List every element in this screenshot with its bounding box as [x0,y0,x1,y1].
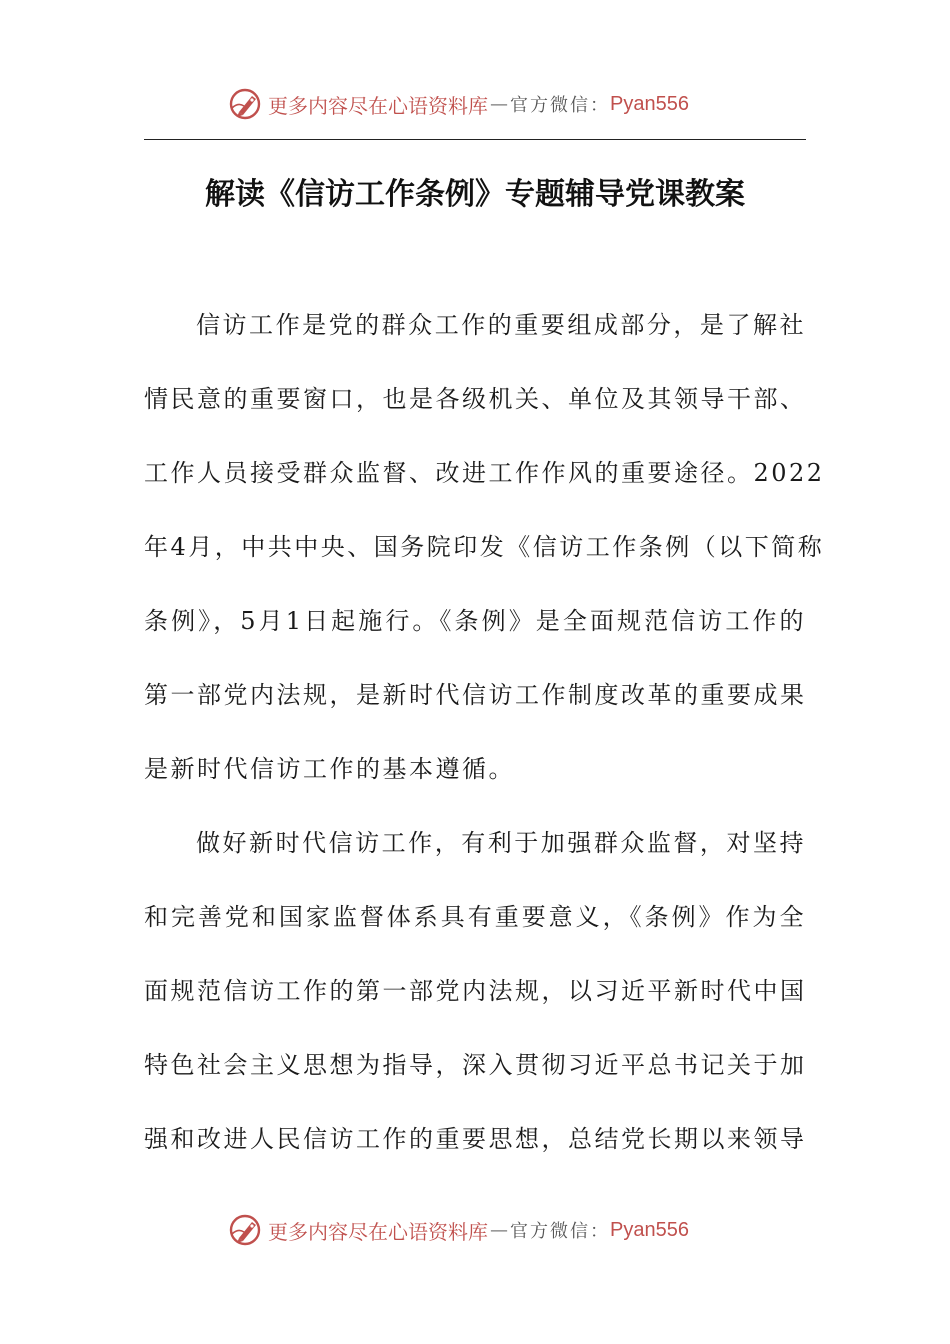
paragraph-line: 是新时代信访工作的基本遵循。 [144,755,515,783]
document-title: 解读《信访工作条例》专题辅导党课教案 [205,177,745,212]
paragraph-line: 条例》，5月1日起施行。《条例》是全面规范信访工作的 [144,607,806,635]
paragraph-line: 特色社会主义思想为指导，深入贯彻习近平总书记关于加 [144,1051,807,1079]
header-divider [144,139,806,140]
banner-wechat-id: Pyan556 [610,1218,689,1241]
banner-wechat-id: Pyan556 [610,92,689,115]
banner-promo-text: 更多内容尽在心语资料库 [268,93,488,118]
paragraph-line: 强和改进人民信访工作的重要思想，总结党长期以来领导 [144,1125,807,1153]
banner-promo-text: 更多内容尽在心语资料库 [268,1219,488,1244]
document-body [144,288,825,1176]
paragraph-line: 和完善党和国家监督体系具有重要意义，《条例》作为全 [144,903,806,931]
paragraph-line: 情民意的重要窗口，也是各级机关、单位及其领导干部、 [144,385,807,413]
paragraph-line: 面规范信访工作的第一部党内法规，以习近平新时代中国 [144,977,807,1005]
banner-separator: — [490,93,508,115]
banner-wechat-label: 官方微信： [510,95,610,116]
pen-nib-logo-icon [228,1212,264,1248]
paragraph-line: 信访工作是党的群众工作的重要组成部分，是了解社 [196,311,806,339]
pen-nib-logo-icon [228,86,264,122]
banner-separator: — [490,1219,508,1241]
paragraph-line: 做好新时代信访工作，有利于加强群众监督，对坚持 [196,829,806,857]
banner-wechat-label: 官方微信： [510,1221,610,1242]
footer-banner [0,1208,950,1252]
paragraph-line: 第一部党内法规，是新时代信访工作制度改革的重要成果 [144,681,807,709]
paragraph-line: 工作人员接受群众监督、改进工作作风的重要途径。2022 [144,459,825,487]
header-banner [0,82,950,126]
paragraph-line: 年4月，中共中央、国务院印发《信访工作条例（以下简称 [144,533,825,561]
